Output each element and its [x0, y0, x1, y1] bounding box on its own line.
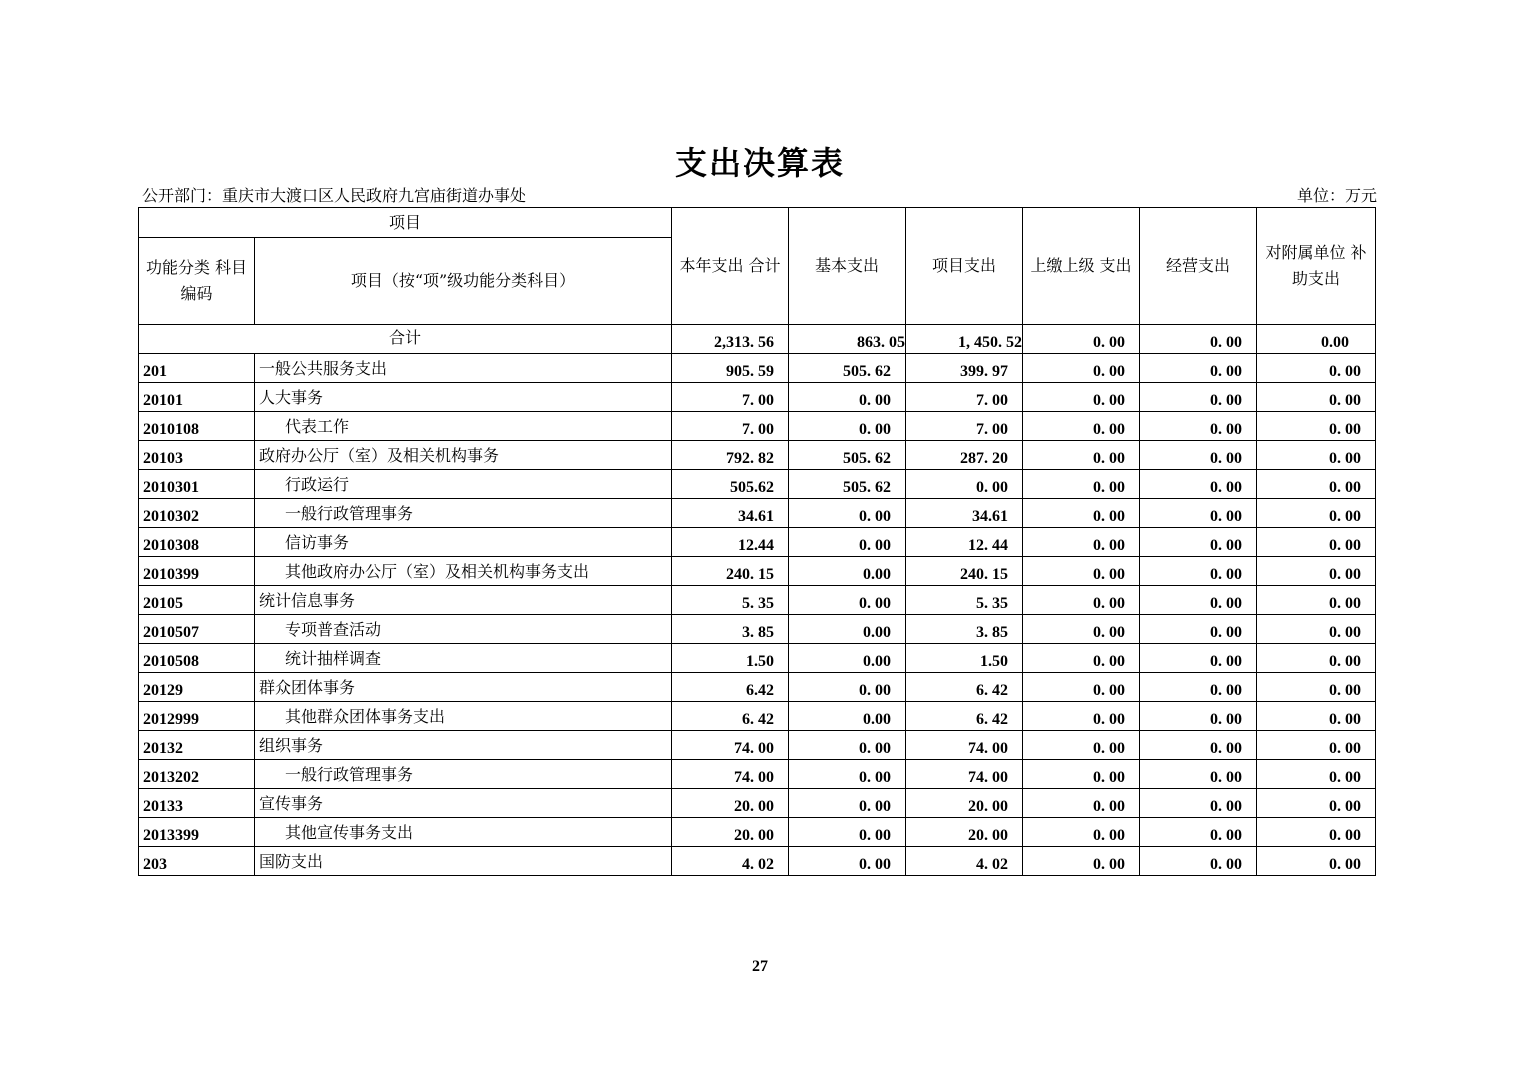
row-code: 203 — [139, 847, 255, 876]
row-business: 0. 00 — [1140, 702, 1257, 731]
row-code: 20132 — [139, 731, 255, 760]
row-code: 201 — [139, 354, 255, 383]
row-subsidy: 0. 00 — [1257, 470, 1376, 499]
row-superior: 0. 00 — [1023, 760, 1140, 789]
total-superior: 0. 00 — [1023, 325, 1140, 354]
row-total: 3. 85 — [672, 615, 789, 644]
header-subsidy: 对附属单位 补助支出 — [1257, 208, 1376, 325]
row-business: 0. 00 — [1140, 383, 1257, 412]
table-row — [139, 528, 1376, 557]
row-business: 0. 00 — [1140, 441, 1257, 470]
row-total: 7. 00 — [672, 412, 789, 441]
row-project: 20. 00 — [906, 818, 1023, 847]
row-total: 20. 00 — [672, 818, 789, 847]
row-name: 一般行政管理事务 — [255, 760, 672, 789]
row-subsidy: 0. 00 — [1257, 528, 1376, 557]
row-basic: 0.00 — [789, 644, 906, 673]
table-row — [139, 673, 1376, 702]
row-basic: 0. 00 — [789, 528, 906, 557]
row-name: 信访事务 — [255, 528, 672, 557]
row-business: 0. 00 — [1140, 412, 1257, 441]
table-row — [139, 760, 1376, 789]
row-superior: 0. 00 — [1023, 383, 1140, 412]
table-row — [139, 847, 1376, 876]
row-project: 34.61 — [906, 499, 1023, 528]
row-name: 宣传事务 — [255, 789, 672, 818]
row-name: 统计抽样调查 — [255, 644, 672, 673]
row-basic: 0. 00 — [789, 412, 906, 441]
row-total: 20. 00 — [672, 789, 789, 818]
row-name: 统计信息事务 — [255, 586, 672, 615]
header-name: 项目（按“项”级功能分类科目） — [255, 238, 672, 325]
row-name: 组织事务 — [255, 731, 672, 760]
row-project: 12. 44 — [906, 528, 1023, 557]
row-total: 74. 00 — [672, 760, 789, 789]
table-row — [139, 789, 1376, 818]
row-name: 一般行政管理事务 — [255, 499, 672, 528]
row-total: 505.62 — [672, 470, 789, 499]
row-name: 专项普查活动 — [255, 615, 672, 644]
row-project: 4. 02 — [906, 847, 1023, 876]
row-total: 74. 00 — [672, 731, 789, 760]
row-code: 2010507 — [139, 615, 255, 644]
row-business: 0. 00 — [1140, 847, 1257, 876]
row-project: 0. 00 — [906, 470, 1023, 499]
header-basic: 基本支出 — [789, 208, 906, 325]
row-business: 0. 00 — [1140, 557, 1257, 586]
row-basic: 0. 00 — [789, 383, 906, 412]
row-total: 34.61 — [672, 499, 789, 528]
header-project-expenditure: 项目支出 — [906, 208, 1023, 325]
table-row — [139, 412, 1376, 441]
row-business: 0. 00 — [1140, 615, 1257, 644]
row-code: 2010301 — [139, 470, 255, 499]
row-name: 人大事务 — [255, 383, 672, 412]
row-basic: 0. 00 — [789, 731, 906, 760]
total-business: 0. 00 — [1140, 325, 1257, 354]
header-code: 功能分类 科目编码 — [139, 238, 255, 325]
row-code: 2010302 — [139, 499, 255, 528]
row-subsidy: 0. 00 — [1257, 383, 1376, 412]
row-subsidy: 0. 00 — [1257, 760, 1376, 789]
row-total: 905. 59 — [672, 354, 789, 383]
table-row — [139, 702, 1376, 731]
header-project: 项目 — [139, 208, 672, 238]
row-project: 287. 20 — [906, 441, 1023, 470]
row-business: 0. 00 — [1140, 760, 1257, 789]
row-name: 国防支出 — [255, 847, 672, 876]
total-project: 1, 450. 52 — [906, 325, 1023, 354]
row-code: 2010399 — [139, 557, 255, 586]
table-row — [139, 644, 1376, 673]
row-subsidy: 0. 00 — [1257, 789, 1376, 818]
row-code: 2010508 — [139, 644, 255, 673]
row-code: 20133 — [139, 789, 255, 818]
row-subsidy: 0. 00 — [1257, 818, 1376, 847]
table-row — [139, 557, 1376, 586]
row-total: 240. 15 — [672, 557, 789, 586]
page-title: 支出决算表 — [674, 144, 845, 182]
page-number: 27 — [752, 958, 768, 975]
row-basic: 505. 62 — [789, 354, 906, 383]
row-subsidy: 0. 00 — [1257, 499, 1376, 528]
row-project: 74. 00 — [906, 731, 1023, 760]
row-business: 0. 00 — [1140, 818, 1257, 847]
table-row — [139, 818, 1376, 847]
row-subsidy: 0. 00 — [1257, 673, 1376, 702]
row-superior: 0. 00 — [1023, 847, 1140, 876]
row-basic: 0. 00 — [789, 586, 906, 615]
row-code: 20101 — [139, 383, 255, 412]
row-total: 6. 42 — [672, 702, 789, 731]
row-basic: 0. 00 — [789, 673, 906, 702]
row-name: 其他政府办公厅（室）及相关机构事务支出 — [255, 557, 672, 586]
header-business: 经营支出 — [1140, 208, 1257, 325]
table-row — [139, 441, 1376, 470]
row-basic: 0.00 — [789, 702, 906, 731]
row-project: 5. 35 — [906, 586, 1023, 615]
row-business: 0. 00 — [1140, 470, 1257, 499]
row-basic: 0.00 — [789, 557, 906, 586]
row-project: 3. 85 — [906, 615, 1023, 644]
row-subsidy: 0. 00 — [1257, 731, 1376, 760]
table-row — [139, 499, 1376, 528]
row-name: 政府办公厅（室）及相关机构事务 — [255, 441, 672, 470]
table-row — [139, 731, 1376, 760]
row-business: 0. 00 — [1140, 528, 1257, 557]
row-total: 792. 82 — [672, 441, 789, 470]
row-code: 20103 — [139, 441, 255, 470]
row-business: 0. 00 — [1140, 789, 1257, 818]
row-superior: 0. 00 — [1023, 412, 1140, 441]
row-superior: 0. 00 — [1023, 470, 1140, 499]
row-superior: 0. 00 — [1023, 673, 1140, 702]
row-name: 群众团体事务 — [255, 673, 672, 702]
row-superior: 0. 00 — [1023, 586, 1140, 615]
row-superior: 0. 00 — [1023, 528, 1140, 557]
row-superior: 0. 00 — [1023, 702, 1140, 731]
row-project: 7. 00 — [906, 412, 1023, 441]
row-subsidy: 0. 00 — [1257, 644, 1376, 673]
row-subsidy: 0. 00 — [1257, 441, 1376, 470]
row-code: 2010108 — [139, 412, 255, 441]
row-business: 0. 00 — [1140, 354, 1257, 383]
row-total: 12.44 — [672, 528, 789, 557]
row-subsidy: 0. 00 — [1257, 615, 1376, 644]
row-business: 0. 00 — [1140, 586, 1257, 615]
row-business: 0. 00 — [1140, 499, 1257, 528]
row-superior: 0. 00 — [1023, 731, 1140, 760]
row-project: 74. 00 — [906, 760, 1023, 789]
total-row — [139, 325, 1376, 354]
row-name: 其他群众团体事务支出 — [255, 702, 672, 731]
row-total: 4. 02 — [672, 847, 789, 876]
row-basic: 0. 00 — [789, 818, 906, 847]
row-superior: 0. 00 — [1023, 557, 1140, 586]
row-name: 一般公共服务支出 — [255, 354, 672, 383]
total-basic: 863. 05 — [789, 325, 906, 354]
department-label: 公开部门：重庆市大渡口区人民政府九宫庙街道办事处 — [142, 186, 527, 205]
row-project: 6. 42 — [906, 673, 1023, 702]
total-label: 合计 — [139, 325, 672, 354]
row-subsidy: 0. 00 — [1257, 557, 1376, 586]
expenditure-table — [138, 207, 1376, 876]
row-code: 20105 — [139, 586, 255, 615]
row-project: 7. 00 — [906, 383, 1023, 412]
row-project: 399. 97 — [906, 354, 1023, 383]
row-basic: 0. 00 — [789, 847, 906, 876]
row-code: 2013202 — [139, 760, 255, 789]
header-superior: 上缴上级 支出 — [1023, 208, 1140, 325]
row-basic: 0.00 — [789, 615, 906, 644]
row-superior: 0. 00 — [1023, 789, 1140, 818]
row-total: 5. 35 — [672, 586, 789, 615]
row-code: 20129 — [139, 673, 255, 702]
row-total: 7. 00 — [672, 383, 789, 412]
row-business: 0. 00 — [1140, 644, 1257, 673]
unit-label: 单位：万元 — [1296, 186, 1377, 205]
row-name: 行政运行 — [255, 470, 672, 499]
row-basic: 505. 62 — [789, 441, 906, 470]
row-business: 0. 00 — [1140, 673, 1257, 702]
row-business: 0. 00 — [1140, 731, 1257, 760]
row-total: 1.50 — [672, 644, 789, 673]
row-subsidy: 0. 00 — [1257, 586, 1376, 615]
row-code: 2010308 — [139, 528, 255, 557]
row-superior: 0. 00 — [1023, 499, 1140, 528]
table-row — [139, 470, 1376, 499]
row-superior: 0. 00 — [1023, 441, 1140, 470]
row-basic: 0. 00 — [789, 760, 906, 789]
table-row — [139, 354, 1376, 383]
table-row — [139, 383, 1376, 412]
row-basic: 0. 00 — [789, 789, 906, 818]
table-row — [139, 615, 1376, 644]
row-project: 1.50 — [906, 644, 1023, 673]
row-name: 代表工作 — [255, 412, 672, 441]
total-subsidy: 0.00 — [1257, 325, 1376, 354]
row-subsidy: 0. 00 — [1257, 354, 1376, 383]
row-basic: 0. 00 — [789, 499, 906, 528]
row-project: 240. 15 — [906, 557, 1023, 586]
header-total: 本年支出 合计 — [672, 208, 789, 325]
row-subsidy: 0. 00 — [1257, 847, 1376, 876]
row-subsidy: 0. 00 — [1257, 702, 1376, 731]
row-superior: 0. 00 — [1023, 615, 1140, 644]
row-code: 2012999 — [139, 702, 255, 731]
row-name: 其他宣传事务支出 — [255, 818, 672, 847]
total-total: 2,313. 56 — [672, 325, 789, 354]
row-total: 6.42 — [672, 673, 789, 702]
row-superior: 0. 00 — [1023, 818, 1140, 847]
row-superior: 0. 00 — [1023, 354, 1140, 383]
row-subsidy: 0. 00 — [1257, 412, 1376, 441]
table-row — [139, 586, 1376, 615]
row-superior: 0. 00 — [1023, 644, 1140, 673]
row-project: 20. 00 — [906, 789, 1023, 818]
row-project: 6. 42 — [906, 702, 1023, 731]
row-code: 2013399 — [139, 818, 255, 847]
row-basic: 505. 62 — [789, 470, 906, 499]
